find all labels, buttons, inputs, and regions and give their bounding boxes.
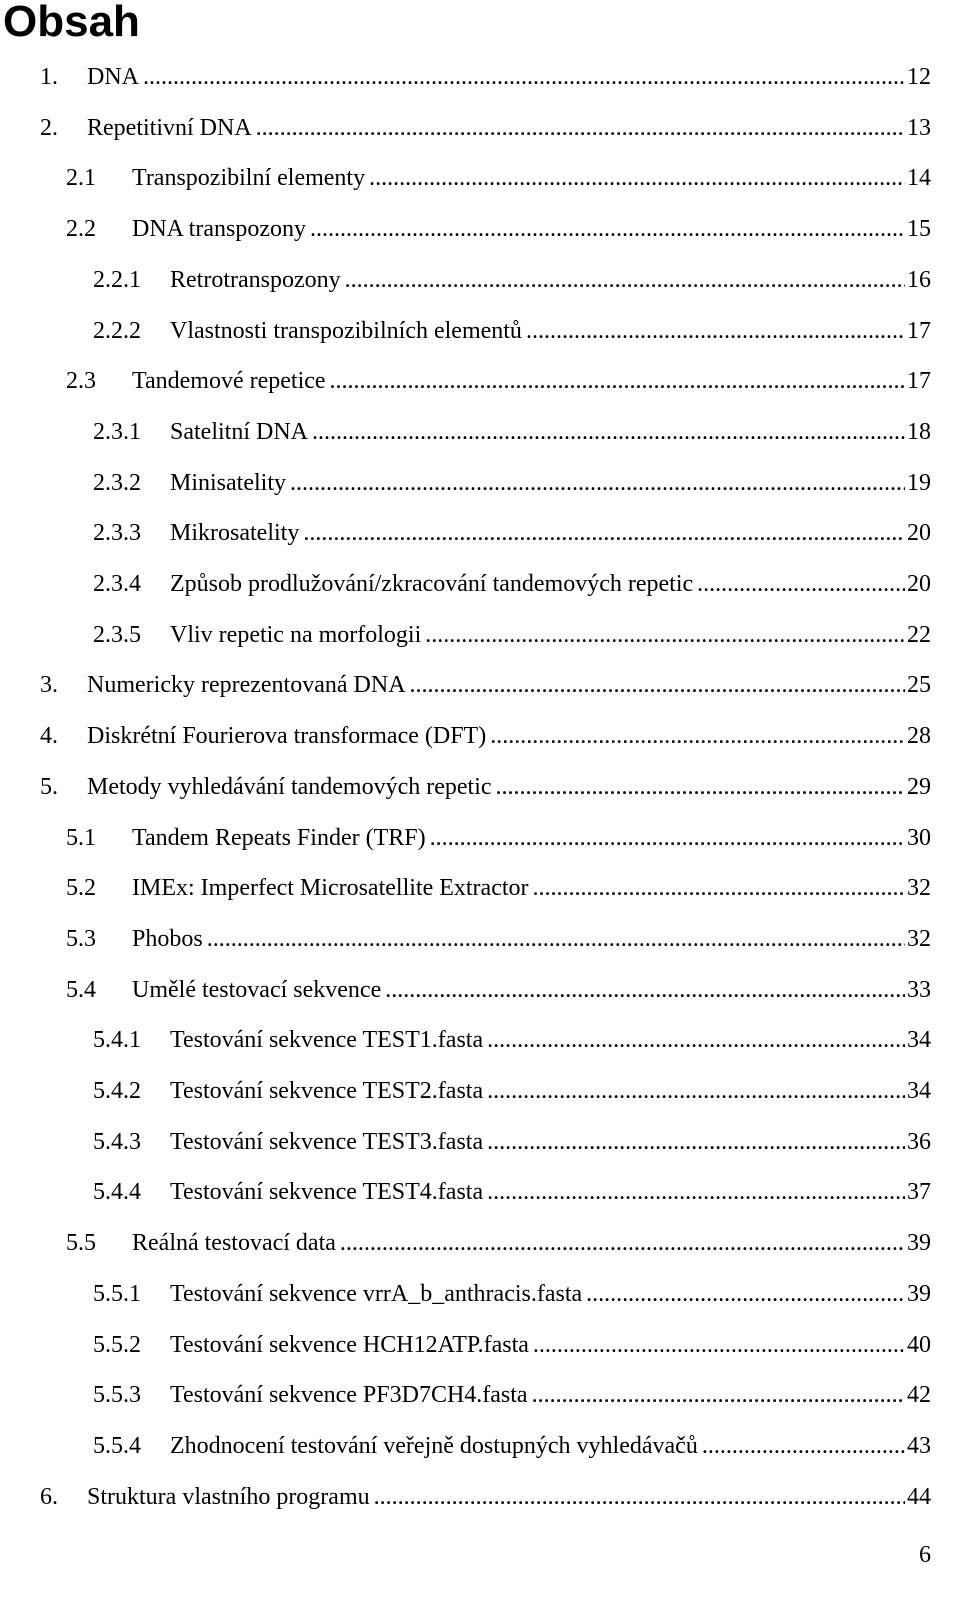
toc-entry-number: 5.5.1	[93, 1280, 141, 1307]
toc-entry[interactable]	[0, 1125, 960, 1159]
toc-entry[interactable]	[0, 60, 960, 94]
toc-entry-page: 18	[907, 418, 931, 445]
toc-entry-title[interactable]: Numericky reprezentovaná DNA	[87, 672, 406, 699]
toc-entry[interactable]	[0, 668, 960, 702]
toc-entry-title[interactable]: DNA transpozony	[132, 216, 306, 243]
toc-entry-title[interactable]: Transpozibilní elementy	[132, 165, 366, 192]
toc-entry-line	[132, 1226, 931, 1260]
dot-leader	[533, 1328, 905, 1362]
dot-leader	[410, 668, 905, 702]
toc-entry-line	[170, 1125, 931, 1159]
toc-entry-line	[170, 263, 931, 297]
toc-entry-title[interactable]: Diskrétní Fourierova transformace (DFT)	[87, 723, 487, 750]
dot-leader	[490, 719, 905, 753]
toc-entry-number: 5.5.4	[93, 1432, 141, 1459]
toc-entry-page: 43	[907, 1432, 931, 1459]
toc-entry-page: 39	[907, 1230, 931, 1257]
toc-entry-title[interactable]: IMEx: Imperfect Microsatellite Extractor	[132, 875, 529, 902]
toc-entry-number: 5.4.1	[93, 1027, 141, 1054]
toc-entry[interactable]	[0, 263, 960, 297]
toc-entry-number: 5.4	[66, 976, 96, 1003]
toc-entry-title[interactable]: Struktura vlastního programu	[87, 1483, 370, 1510]
toc-entry-title[interactable]: Testování sekvence TEST4.fasta	[170, 1179, 484, 1206]
dot-leader	[207, 922, 905, 956]
toc-entry-line	[87, 111, 931, 145]
toc-entry-title[interactable]: Tandem Repeats Finder (TRF)	[132, 824, 426, 851]
toc-entry-number: 2.2	[66, 216, 96, 243]
toc-entry-page: 22	[907, 621, 931, 648]
toc-entry-line	[170, 314, 931, 348]
dot-leader	[330, 364, 905, 398]
toc-entry[interactable]	[0, 1175, 960, 1209]
toc-entry-line	[132, 212, 931, 246]
toc-entry-line	[132, 973, 931, 1007]
toc-entry-line	[132, 821, 931, 855]
toc-entry[interactable]	[0, 719, 960, 753]
dot-leader	[374, 1480, 905, 1514]
toc-entry-line	[170, 516, 931, 550]
dot-leader	[425, 618, 905, 652]
toc-entry-number: 5.1	[66, 824, 96, 851]
toc-entry[interactable]	[0, 516, 960, 550]
toc-entry-line	[132, 922, 931, 956]
toc-entry[interactable]	[0, 1226, 960, 1260]
toc-entry-page: 12	[907, 64, 931, 90]
toc-entry-title[interactable]: Phobos	[132, 925, 203, 952]
toc-entry-title[interactable]: Reálná testovací data	[132, 1230, 336, 1257]
dot-leader	[487, 1175, 905, 1209]
toc-entry[interactable]	[0, 1074, 960, 1108]
toc-entry-number: 5.4.3	[93, 1128, 141, 1155]
toc-entry-page: 25	[907, 672, 931, 699]
dot-leader	[496, 770, 905, 804]
toc-entry[interactable]	[0, 973, 960, 1007]
dot-leader	[312, 415, 905, 449]
toc-entry-line	[132, 871, 931, 905]
toc-entry-number: 5.4.4	[93, 1179, 141, 1206]
toc-entry[interactable]	[0, 466, 960, 500]
toc-entry-line	[132, 161, 931, 195]
toc-entry-title[interactable]: Vliv repetic na morfologii	[170, 621, 422, 648]
dot-leader	[303, 516, 905, 550]
toc-entry-title[interactable]: Tandemové repetice	[132, 368, 326, 395]
dot-leader	[533, 871, 905, 905]
toc-entry-title[interactable]: Metody vyhledávání tandemových repetic	[87, 773, 492, 800]
toc-entry-number: 2.3.1	[93, 418, 141, 445]
toc-entry-title[interactable]: Testování sekvence PF3D7CH4.fasta	[170, 1382, 528, 1409]
toc-entry-number: 2.3.4	[93, 571, 141, 597]
toc-entry-page: 34	[907, 1078, 931, 1104]
toc-entry-page: 29	[907, 773, 931, 800]
toc-entry[interactable]	[0, 364, 960, 398]
dot-leader	[487, 1023, 905, 1057]
toc-entry-page: 13	[907, 114, 931, 141]
toc-entry-page: 17	[907, 317, 931, 344]
toc-entry-page: 17	[907, 368, 931, 395]
toc-entry-title[interactable]: Testování sekvence HCH12ATP.fasta	[170, 1331, 529, 1358]
dot-leader	[345, 263, 905, 297]
toc-entry-number: 4.	[40, 723, 58, 750]
toc-entry-number: 3.	[40, 672, 58, 699]
toc-entry-page: 32	[907, 925, 931, 952]
toc-entry-page: 44	[907, 1483, 931, 1510]
dot-leader	[487, 1074, 905, 1108]
toc-entry-page: 14	[907, 165, 931, 192]
toc-entry[interactable]	[0, 314, 960, 348]
toc-entry-number: 5.	[40, 773, 58, 800]
toc-entry-line	[87, 668, 931, 702]
toc-entry-line	[170, 1277, 931, 1311]
toc-entry-title[interactable]: Testování sekvence vrrA_b_anthracis.fasta	[170, 1280, 583, 1307]
toc-entry[interactable]	[0, 1328, 960, 1362]
toc-entry-title[interactable]: DNA	[87, 64, 139, 90]
toc-entry-line	[87, 719, 931, 753]
toc-entry-page: 16	[907, 266, 931, 293]
toc-entry[interactable]	[0, 618, 960, 652]
toc-entry-line	[170, 567, 931, 601]
toc-entry-number: 2.2.1	[93, 266, 141, 293]
dot-leader	[532, 1378, 905, 1412]
toc-entry-page: 37	[907, 1179, 931, 1206]
toc-entry-number: 1.	[40, 64, 58, 90]
toc-entry-line	[132, 364, 931, 398]
toc-entry-page: 39	[907, 1280, 931, 1307]
toc-entry-number: 5.2	[66, 875, 96, 902]
page-number: 6	[919, 1542, 931, 1568]
toc-entry-page: 15	[907, 216, 931, 243]
toc-entry[interactable]	[0, 1480, 960, 1514]
toc-entry[interactable]	[0, 567, 960, 601]
toc-entry-number: 5.4.2	[93, 1078, 141, 1104]
toc-entry-number: 2.1	[66, 165, 96, 192]
toc-entry-number: 2.	[40, 114, 58, 141]
dot-leader	[487, 1125, 905, 1159]
toc-entry-line	[170, 1023, 931, 1057]
toc-entry-line	[170, 1175, 931, 1209]
toc-entry[interactable]	[0, 1023, 960, 1057]
toc-entry-number: 2.3.3	[93, 520, 141, 547]
toc-entry[interactable]	[0, 770, 960, 804]
toc-entry-title[interactable]: Umělé testovací sekvence	[132, 976, 382, 1003]
toc-entry-page: 42	[907, 1382, 931, 1409]
toc-entry-number: 5.5.3	[93, 1382, 141, 1409]
dot-leader	[310, 212, 905, 246]
toc-entry[interactable]	[0, 415, 960, 449]
toc-entry[interactable]	[0, 161, 960, 195]
toc-entry-title[interactable]: Vlastnosti transpozibilních elementů	[170, 317, 522, 344]
toc-entry-line	[170, 1429, 931, 1463]
toc-entry-title[interactable]: Minisatelity	[170, 469, 286, 496]
toc-entry-line	[87, 1480, 931, 1514]
toc-entry-page: 33	[907, 976, 931, 1003]
dot-leader	[430, 821, 905, 855]
toc-entry-line	[87, 770, 931, 804]
toc-entry-line	[170, 415, 931, 449]
toc-entry[interactable]	[0, 1277, 960, 1311]
dot-leader	[340, 1226, 905, 1260]
toc-entry-page: 30	[907, 824, 931, 851]
toc-entry[interactable]	[0, 212, 960, 246]
toc-entry-title[interactable]: Mikrosatelity	[170, 520, 300, 547]
toc-entry-title[interactable]: Zhodnocení testování veřejně dostupných vyhledávačů	[170, 1432, 698, 1459]
toc-entry-line	[170, 466, 931, 500]
toc-entry-line	[170, 1074, 931, 1108]
dot-leader	[369, 161, 905, 195]
toc-entry[interactable]	[0, 111, 960, 145]
toc-entry-title[interactable]: Testování sekvence TEST3.fasta	[170, 1128, 484, 1155]
toc-entry-page: 36	[907, 1128, 931, 1155]
dot-leader	[385, 973, 905, 1007]
toc-entry-page: 20	[907, 520, 931, 547]
page-title: Obsah	[3, 0, 140, 46]
toc-entry-line	[87, 60, 931, 94]
dot-leader	[290, 466, 905, 500]
toc-entry-line	[170, 1328, 931, 1362]
toc-entry[interactable]	[0, 1429, 960, 1463]
toc-entry-title[interactable]: Satelitní DNA	[170, 418, 308, 445]
toc-entry-number: 6.	[40, 1483, 58, 1510]
dot-leader	[143, 60, 905, 94]
toc-entry-number: 5.3	[66, 925, 96, 952]
toc-entry-line	[170, 618, 931, 652]
dot-leader	[526, 314, 905, 348]
toc-entry-page: 28	[907, 723, 931, 750]
toc-entry-number: 2.3.5	[93, 621, 141, 648]
toc-entry-number: 5.5.2	[93, 1331, 141, 1358]
dot-leader	[586, 1277, 905, 1311]
toc-entry-title[interactable]: Retrotranspozony	[170, 266, 341, 293]
toc-entry-line	[170, 1378, 931, 1412]
toc-entry-title[interactable]: Testování sekvence TEST2.fasta	[170, 1078, 484, 1104]
toc-entry[interactable]	[0, 871, 960, 905]
toc-entry-title[interactable]: Repetitivní DNA	[87, 114, 252, 141]
toc-entry-number: 2.3	[66, 368, 96, 395]
toc-entry-page: 32	[907, 875, 931, 902]
dot-leader	[256, 111, 905, 145]
dot-leader	[697, 567, 905, 601]
toc-entry[interactable]	[0, 1378, 960, 1412]
toc-entry[interactable]	[0, 922, 960, 956]
toc-entry-title[interactable]: Způsob prodlužování/zkracování tandemových repetic	[170, 571, 694, 597]
toc-entry-number: 5.5	[66, 1230, 96, 1257]
toc-entry-page: 40	[907, 1331, 931, 1358]
toc-entry-number: 2.2.2	[93, 317, 141, 344]
toc-entry-page: 34	[907, 1027, 931, 1054]
toc-entry-page: 20	[907, 571, 931, 597]
toc-entry-number: 2.3.2	[93, 469, 141, 496]
dot-leader	[702, 1429, 905, 1463]
toc-entry-title[interactable]: Testování sekvence TEST1.fasta	[170, 1027, 484, 1054]
toc-entry[interactable]	[0, 821, 960, 855]
toc-entry-page: 19	[907, 469, 931, 496]
